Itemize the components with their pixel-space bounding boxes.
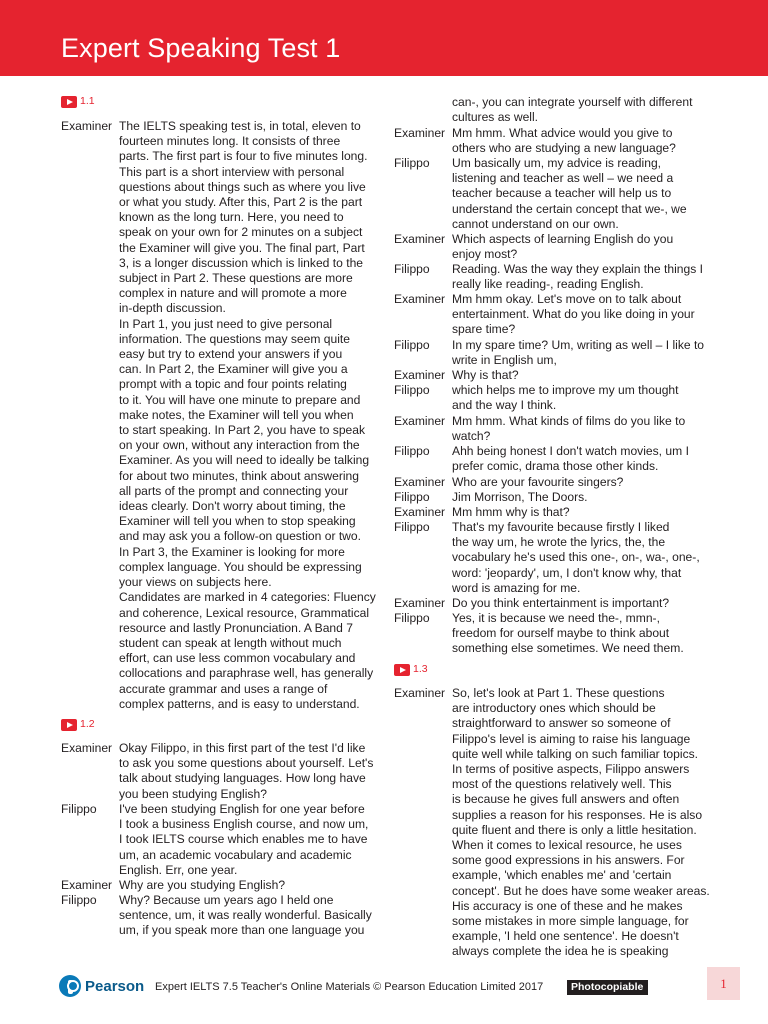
pearson-logo-icon — [59, 975, 81, 997]
speaker-label: Examiner — [394, 232, 446, 246]
speaker-label: Filippo — [61, 802, 97, 816]
speaker-label: Examiner — [394, 686, 446, 700]
header-bar — [0, 0, 768, 76]
speaker-label: Examiner — [394, 368, 446, 382]
speech-text: So, let's look at Part 1. These questions are introductory ones which should be straightforward to answer so someone of Filippo's level is aiming to raise his language quite well while talking on such familiar topics. In terms of positive aspects, Filippo answers most of the questions relatively well. This is because he gives full answers and often supplies a reason for his responses. He is also quite fluent and there is only a little hesitation. When it comes to lexical resource, he uses some good expressions in his answers. For example, 'which enables me' and 'certain concept'. But he does have some weaker areas. His accuracy is one of these and he makes some mistakes in more simple language, for example, 'I held one sentence'. He doesn't always complete the idea he is speaking — [452, 686, 710, 959]
speaker-label: Filippo — [394, 520, 430, 534]
footer-copyright: Expert IELTS 7.5 Teacher's Online Materials © Pearson Education Limited 2017 — [155, 981, 544, 993]
speech-text: Ahh being honest I don't watch movies, um I prefer comic, drama those other kinds. — [452, 444, 689, 474]
speaker-label: Examiner — [394, 475, 446, 489]
page-title: Expert Speaking Test 1 — [61, 33, 341, 63]
speech-text: The IELTS speaking test is, in total, eleven to fourteen minutes long. It consists of three parts. The first part is four to five minutes long. This part is a short interview with personal questions about things such as where you live or what you study. After this, Part 2 is the part known as the long turn. Here, you need to speak on your own for 2 minutes on a subject the Examiner will give you. The final part, Part 3, is a longer discussion which is linked to the subject in Part 2. These questions are more complex in nature and will promote a more in-depth discussion. In Part 1, you just need to give personal information. The questions may seem quite easy but try to extend your answers if you can. In Part 2, the Examiner will give you a prompt with a topic and four points relating to it. You will have one minute to prepare and make notes, the Examiner will tell you when to start speaking. In Part 2, you have to speak on your own, without any interaction from the Examiner. As you will need to ideally be talking for about two minutes, think about answering all parts of the prompt and connecting your ideas clearly. Don't worry about timing, the Examiner will tell you when to stop speaking and may ask you a follow-on question or two. In Part 3, the Examiner is looking for more complex language. You should be expressing your views on subjects here. Candidates are marked in 4 categories: Fluency and coherence, Lexical resource, Grammatical resource and lastly Pronunciation. A Band 7 student can speak at length without much effort, can use less common vocabulary and collocations and paraphrase well, has generally accurate grammar and uses a range of complex patterns, and is easy to understand. — [119, 119, 376, 711]
play-icon[interactable] — [61, 96, 77, 108]
speech-text: Why are you studying English? — [119, 878, 286, 892]
speaker-label: Filippo — [394, 338, 430, 352]
play-icon[interactable] — [394, 664, 410, 676]
speech-text: Yes, it is because we need the-, mmn-, freedom for ourself maybe to think about something else sometimes. We need them. — [452, 611, 684, 656]
speaker-label: Examiner — [61, 878, 113, 892]
speech-text: I've been studying English for one year before I took a business English course, and now um, I took IELTS course which enables me to have um, an academic vocabulary and academic English. Err, one year. — [119, 802, 369, 877]
speech-text: Jim Morrison, The Doors. — [452, 490, 588, 504]
speech-text: Mm hmm. What advice would you give to others who are studying a new language? — [452, 126, 676, 156]
speaker-label: Filippo — [394, 490, 430, 504]
speech-text: Um basically um, my advice is reading, listening and teacher as well – we need a teacher because a teacher will help us to understand the certain concept that we-, we cannot understand on our own. — [452, 156, 687, 231]
speaker-label: Examiner — [394, 505, 446, 519]
speaker-label: Filippo — [394, 611, 430, 625]
speech-text: Which aspects of learning English do you enjoy most? — [452, 232, 674, 262]
track-number: 1.1 — [80, 95, 95, 107]
track-number: 1.2 — [80, 718, 95, 730]
speech-text: Do you think entertainment is important? — [452, 596, 670, 610]
speech-text: Mm hmm. What kinds of films do you like to watch? — [452, 414, 686, 444]
speaker-label: Filippo — [394, 383, 430, 397]
speech-text: Why is that? — [452, 368, 519, 382]
speech-text: Mm hmm okay. Let's move on to talk about entertainment. What do you like doing in your spare time? — [452, 292, 695, 337]
speaker-label: Filippo — [394, 156, 430, 170]
page-number-box — [707, 967, 740, 1000]
speaker-label: Examiner — [61, 119, 113, 133]
play-icon[interactable] — [61, 719, 77, 731]
speech-text: Okay Filippo, in this first part of the test I'd like to ask you some questions about yourself. Let's talk about studying languages. How long have you been studying English? — [119, 741, 374, 801]
speech-text: Who are your favourite singers? — [452, 475, 624, 489]
speaker-label: Filippo — [61, 893, 97, 907]
speaker-label: Examiner — [394, 126, 446, 140]
speech-text: That's my favourite because firstly I liked the way um, he wrote the lyrics, the, the vocabulary he's used this one-, on-, wa-, one-, word: 'jeopardy', um, I don't know why, that word is amazing for me. — [452, 520, 700, 595]
speech-text: In my spare time? Um, writing as well – I like to write in English um, — [452, 338, 705, 368]
speaker-label: Examiner — [394, 292, 446, 306]
speaker-label: Filippo — [394, 262, 430, 276]
speech-text: which helps me to improve my um thought and the way I think. — [452, 383, 679, 413]
speech-text: can-, you can integrate yourself with different cultures as well. — [452, 95, 693, 125]
footer-brand: Pearson — [85, 978, 145, 995]
speech-text: Reading. Was the way they explain the things I really like reading-, reading English. — [452, 262, 703, 292]
speaker-label: Filippo — [394, 444, 430, 458]
speaker-label: Examiner — [394, 414, 446, 428]
speech-text: Why? Because um years ago I held one sentence, um, it was really wonderful. Basically um, if you speak more than one language you — [119, 893, 372, 938]
track-number: 1.3 — [413, 663, 428, 675]
speech-text: Mm hmm why is that? — [452, 505, 570, 519]
photocopiable-badge: Photocopiable — [567, 980, 648, 995]
page-number: 1 — [720, 976, 727, 991]
speaker-label: Examiner — [394, 596, 446, 610]
speaker-label: Examiner — [61, 741, 113, 755]
